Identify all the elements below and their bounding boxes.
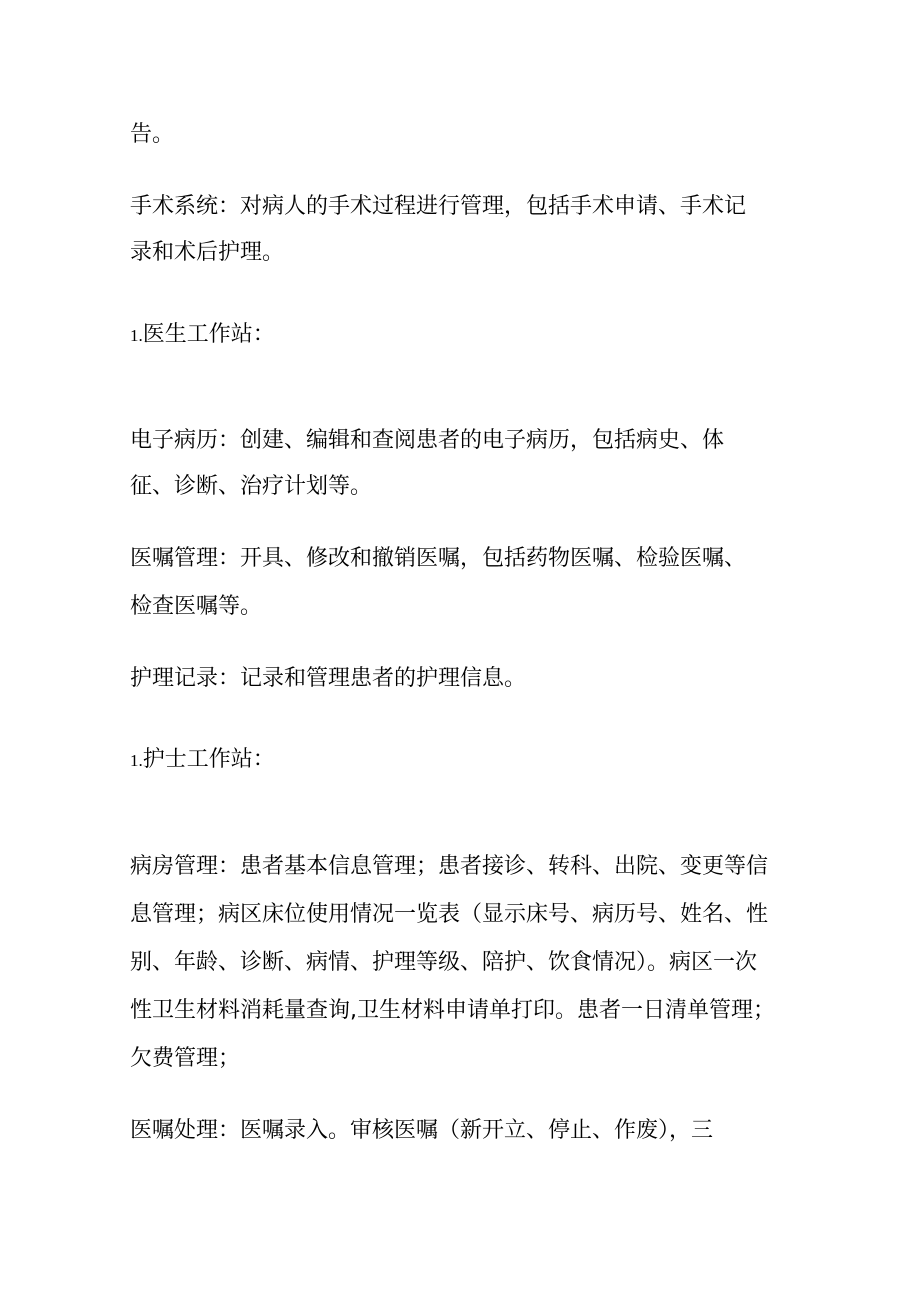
paragraph-line: 手术系统：对病人的手术过程进行管理，包括手术申请、手术记 [130, 194, 747, 219]
paragraph-line: 欠费管理； [130, 1046, 241, 1071]
paragraph-line: 医嘱处理：医嘱录入。审核医嘱（新开立、停止、作废），三 [130, 1118, 714, 1143]
paragraph-line: 征、诊断、治疗计划等。 [130, 474, 373, 499]
section-title: 护士工作站： [142, 747, 275, 772]
paragraph-line: 病房管理：患者基本信息管理；患者接诊、转科、出院、变更等信 [130, 854, 769, 879]
section-number: 1. [130, 751, 143, 770]
paragraph-line: 性卫生材料消耗量查询,卫生材料申请单打印。患者一日清单管理； [130, 998, 775, 1023]
paragraph-line: 医嘱管理：开具、修改和撤销医嘱，包括药物医嘱、检验医嘱、 [130, 546, 747, 571]
section-title: 医生工作站： [142, 322, 275, 347]
paragraph-line: 告。 [130, 122, 175, 147]
section-heading [130, 322, 275, 349]
paragraph-line: 护理记录：记录和管理患者的护理信息。 [130, 666, 527, 691]
section-number: 1. [130, 326, 143, 345]
paragraph-line: 检查医嘱等。 [130, 594, 263, 619]
paragraph-line: 别、年龄、诊断、病情、护理等级、陪护、饮食情况）。病区一次 [130, 950, 758, 975]
section-heading [130, 747, 275, 774]
paragraph-line: 录和术后护理。 [130, 240, 285, 265]
paragraph-line: 电子病历：创建、编辑和查阅患者的电子病历，包括病史、体 [130, 428, 725, 453]
paragraph-line: 息管理；病区床位使用情况一览表（显示床号、病历号、姓名、性 [130, 902, 769, 927]
